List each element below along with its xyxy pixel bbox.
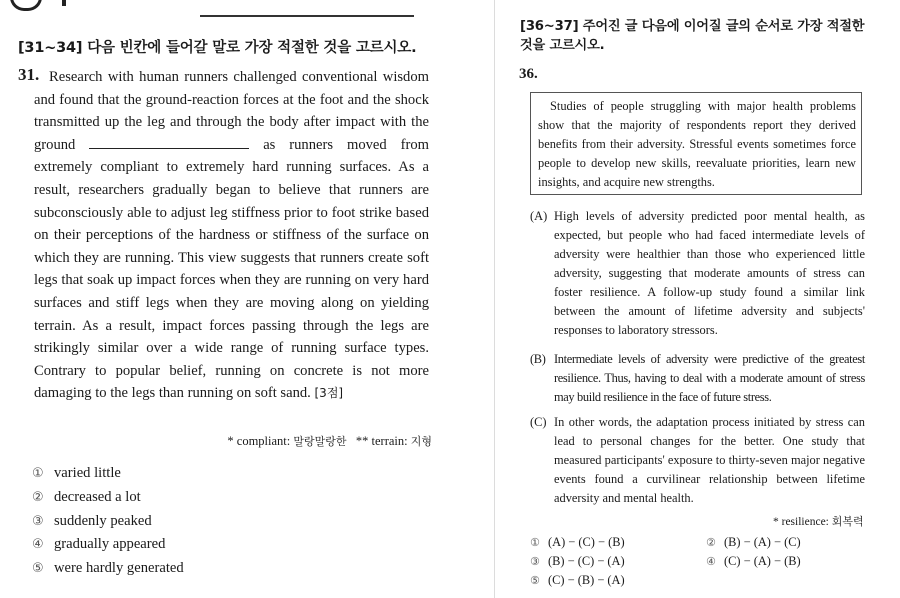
choice-number: ⑤ (32, 561, 44, 577)
choice-text: (A) − (C) − (B) (548, 535, 625, 549)
given-passage-text (538, 97, 856, 192)
order-choice[interactable] (706, 552, 801, 571)
answer-choice[interactable] (32, 486, 184, 510)
option-text-b: Intermediate levels of adversity were predictive of the greatest resilience. Thus, having to deal with a moderate amount of stress may build resilience in the face of future stress. (554, 352, 865, 404)
choice-text: (B) − (A) − (C) (724, 535, 801, 549)
question-number-36: 36. (519, 66, 538, 82)
option-label-b: (B) (530, 352, 546, 366)
order-choice[interactable] (530, 571, 625, 590)
order-choice[interactable] (706, 533, 801, 552)
choice-number: ① (32, 466, 44, 481)
passage-before-blank: Research with human runners challenged conventional wisdom and found that the ground-reaction forces at the foot and the shock transmitted up the leg and through the body after impact with the ground (34, 69, 429, 153)
option-text-c: In other words, the adaptation process initiated by stress can lead to personal changes for the better. One study that measured participants' exposure to thirty-seven major negative events found a curvilinear relationship between lifetime adversity and mental health. (554, 415, 865, 505)
choice-number: ⑤ (530, 574, 540, 587)
answer-choice[interactable] (32, 510, 184, 534)
order-choice[interactable] (530, 552, 625, 571)
option-a (530, 207, 865, 340)
option-b (530, 350, 865, 407)
passage-after-blank: as runners moved from extremely compliant to extremely hard running surfaces. As a result, researchers gradually began to believe that runners are subconsciously able to adjust leg stiffness prior to foot strike based on their perceptions of the hardness or stiffness of the surface on which they are running. This view suggests that runners create soft legs that soak up impact forces when they are running on very hard surfaces and stiff legs when they are moving along on yielding terrain. As a result, impact forces passing through the legs are strikingly similar over a wide range of running surface types. Contrary to popular belief, running on concrete is not more damaging to the legs than running on soft sand. (34, 136, 429, 402)
choice-text: gradually appeared (54, 536, 166, 553)
page-mark-fragment (62, 0, 66, 6)
answer-choice[interactable] (32, 557, 184, 581)
question-31-passage (34, 66, 429, 405)
choice-text: (C) − (B) − (A) (548, 573, 625, 587)
gloss-marker-terrain: ** terrain: (355, 434, 408, 448)
left-instruction: [31~34] 다음 빈칸에 들어갈 말로 가장 적절한 것을 고르시오. (18, 40, 417, 56)
choice-text: (B) − (C) − (A) (548, 554, 625, 568)
choice-number: ④ (706, 555, 716, 568)
option-c (530, 413, 865, 508)
option-label-c: (C) (530, 415, 547, 429)
choice-number: ① (530, 536, 540, 549)
choice-number: ③ (32, 513, 44, 529)
answer-blank (89, 136, 249, 149)
glossary-31 (227, 433, 432, 449)
choice-number: ④ (32, 537, 44, 553)
glossary-36 (773, 513, 864, 529)
option-text-a: High levels of adversity predicted poor mental health, as expected, but people who had faced intermediate levels of adversity were healthier than those who experienced little adversity, suggesting that moderate amounts of stress can foster resilience. A follow-up study found a similar link between the amount of lifetime adversity and subjects' responses to laboratory stressors. (554, 209, 865, 337)
answer-choices-31 (32, 462, 184, 581)
given-passage-content: Studies of people struggling with major health problems show that the majority of respondents report they derived benefits from their adversity. Stressful events sometimes force people to develop new skills, reevaluate priorities, learn new insights, and acquire new strengths. (538, 99, 856, 189)
choice-text: were hardly generated (54, 560, 184, 577)
points-label: [3점] (314, 386, 344, 401)
gloss-marker-compliant: * compliant: (227, 434, 291, 448)
gloss-term-terrain: 지형 (410, 435, 432, 448)
question-number-31: 31. (18, 65, 40, 84)
right-instruction: [36~37] 주어진 글 다음에 이어질 글의 순서로 가장 적절한 것을 고르시오. (520, 19, 865, 53)
answer-choice[interactable] (32, 533, 184, 557)
header-rule (200, 15, 414, 17)
gloss-term-compliant: 말랑말랑한 (293, 435, 347, 448)
choice-number: ② (32, 489, 44, 505)
choice-number: ③ (530, 555, 540, 568)
choice-text: decreased a lot (54, 488, 141, 505)
gloss-term-resilience: 회복력 (831, 515, 864, 528)
choice-text: varied little (54, 465, 121, 481)
gloss-marker-resilience: * resilience: (773, 516, 829, 528)
choice-text: (C) − (A) − (B) (724, 554, 801, 568)
column-divider (494, 0, 495, 598)
choice-text: suddenly peaked (54, 512, 152, 529)
answer-choice[interactable] (32, 462, 184, 486)
order-choice[interactable] (530, 533, 625, 552)
page-number-fragment (10, 0, 42, 11)
choice-number: ② (706, 536, 716, 549)
option-label-a: (A) (530, 209, 548, 223)
